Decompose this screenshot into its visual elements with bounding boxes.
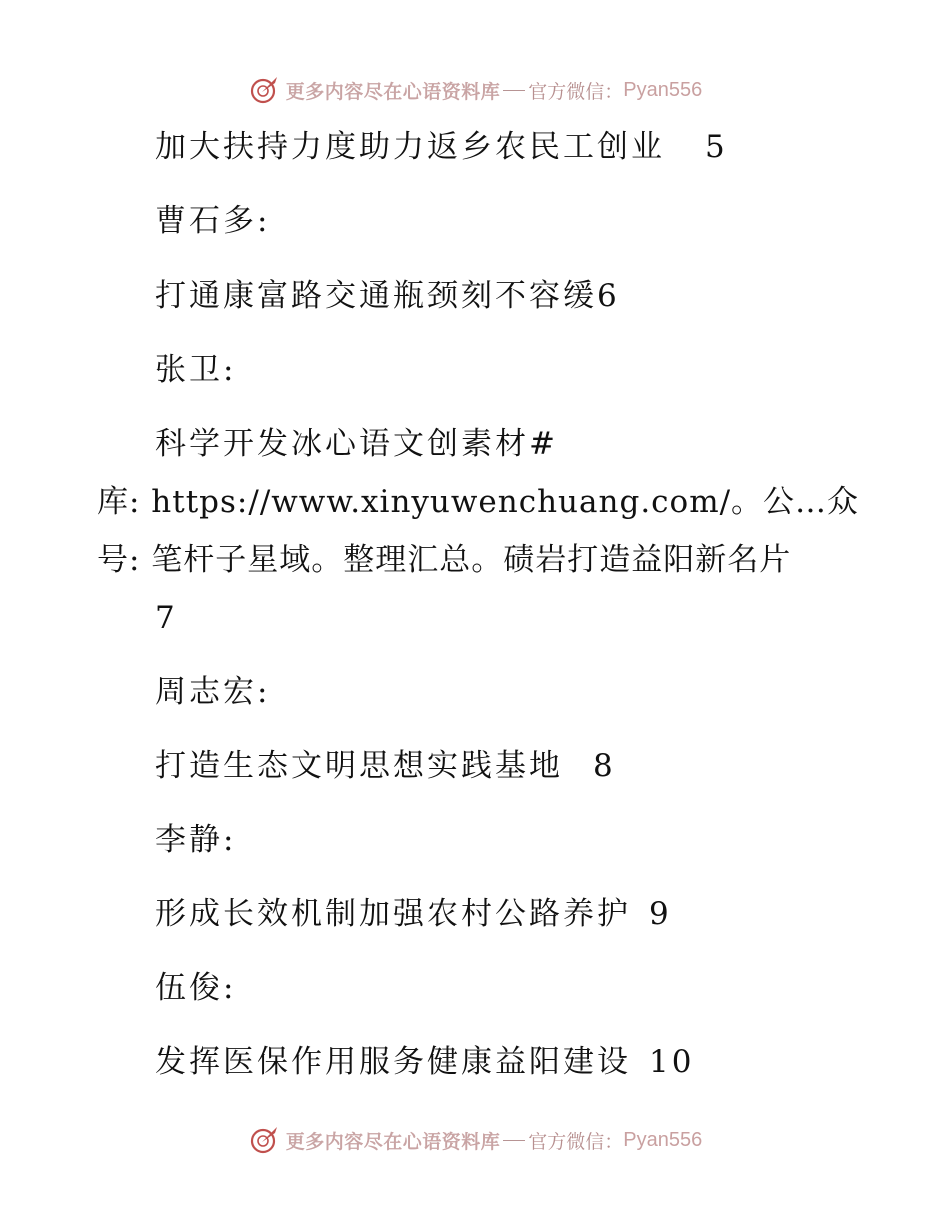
quill-logo-icon [248,74,280,106]
toc-author-3: 周志宏: [155,674,271,710]
watermark-wechat-id: Pyan556 [623,1128,703,1151]
watermark-wechat-label: 官方微信： [528,1130,624,1153]
toc-entry-page: 8 [593,748,616,784]
watermark-text: 更多内容尽在心语资料库 [285,80,501,103]
toc-entry-3-line-1: 科学开发冰心语文创素材# [155,426,558,462]
toc-entry-6 [155,1042,694,1082]
toc-entry-3-page: 7 [155,600,178,636]
watermark-text: 更多内容尽在心语资料库 [285,1130,501,1153]
toc-entry-page: 9 [649,896,672,932]
toc-entry-2 [155,276,620,316]
toc-entry-page: 6 [597,278,620,314]
toc-entry-page: 5 [705,129,728,165]
toc-entry-5 [155,894,672,934]
toc-entry-title: 加大扶持力度助力返乡农民工创业 [155,129,665,165]
watermark-separator [503,1140,525,1141]
toc-author-2: 张卫: [155,352,237,388]
toc-entry-1 [155,127,728,167]
header-watermark [0,70,950,110]
watermark-separator [503,90,525,91]
toc-entry-title: 形成长效机制加强农村公路养护 [155,896,631,932]
toc-author-1: 曹石多: [155,203,271,239]
toc-author-5: 伍俊: [155,970,237,1006]
toc-entry-4 [155,746,616,786]
toc-entry-page: 10 [649,1044,695,1080]
toc-author-4: 李静: [155,822,237,858]
watermark-wechat-id: Pyan556 [623,78,703,101]
toc-entry-title: 打通康富路交通瓶颈刻不容缓 [155,278,597,314]
toc-entry-3-line-2: 库: https://www.xinyuwenchuang.com/。公…众 [97,484,860,520]
footer-watermark [0,1120,950,1160]
toc-entry-3-line-3: 号: 笔杆子星域。整理汇总。碛岩打造益阳新名片 [97,542,792,578]
watermark-wechat-label: 官方微信： [528,80,624,103]
toc-entry-title: 打造生态文明思想实践基地 [155,748,563,784]
quill-logo-icon [248,1124,280,1156]
toc-entry-title: 发挥医保作用服务健康益阳建设 [155,1044,631,1080]
